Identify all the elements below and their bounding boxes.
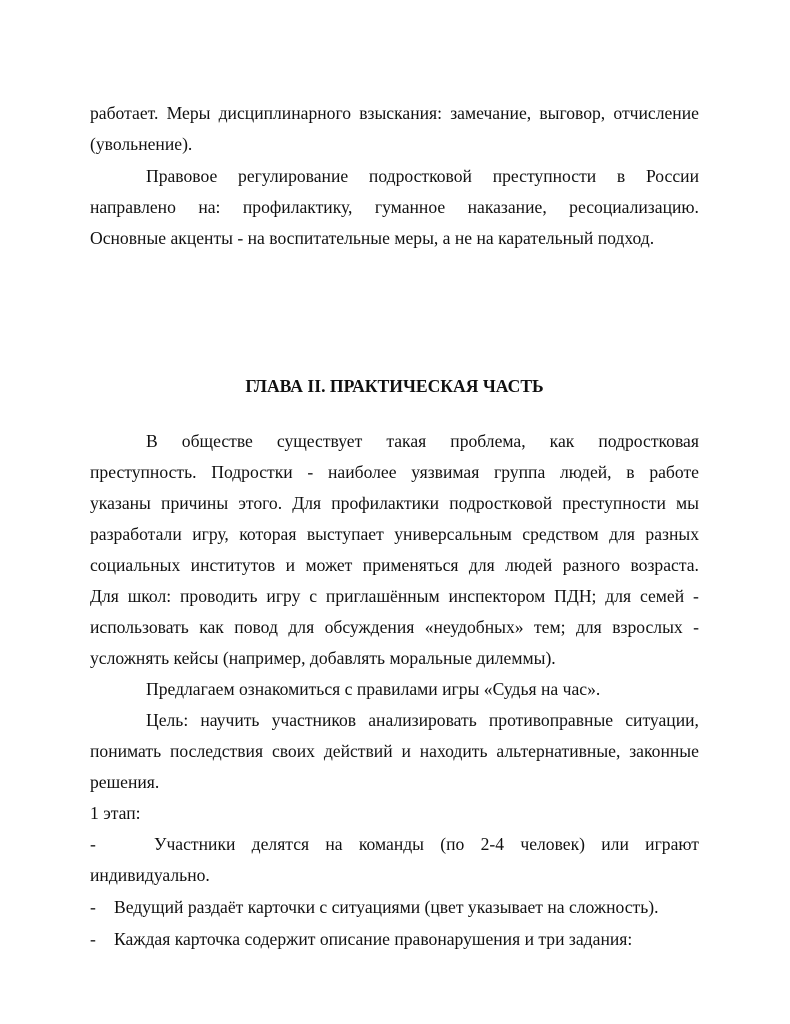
word: людей, — [559, 462, 612, 482]
word: ресоциализацию. — [569, 197, 699, 217]
word: разных — [645, 524, 699, 544]
list-item-line: индивидуально. — [90, 865, 210, 885]
word: взыскания: — [359, 103, 443, 123]
word: играют — [645, 834, 699, 854]
word: Цель: — [146, 710, 189, 730]
word: Для — [90, 586, 119, 606]
paragraph-line — [90, 97, 699, 129]
word: причины — [161, 493, 229, 513]
word: для — [575, 617, 602, 637]
paragraph-line: (увольнение). — [90, 134, 193, 154]
word: подростковой — [449, 493, 553, 513]
word: инспектором — [448, 586, 546, 606]
list-dash: - — [90, 929, 96, 949]
word: которая — [239, 524, 297, 544]
word: как — [199, 617, 224, 637]
word: своих — [271, 741, 315, 761]
word: в — [626, 462, 635, 482]
word: ПДН; — [554, 586, 597, 606]
word: обществе — [181, 431, 253, 451]
paragraph-line — [90, 735, 699, 767]
word: игру — [266, 586, 301, 606]
word: и — [285, 555, 296, 575]
word: законные — [629, 741, 699, 761]
word: проблема, — [450, 431, 526, 451]
word: профилактики — [331, 493, 440, 513]
paragraph-line — [146, 704, 699, 736]
word: команды — [358, 834, 425, 854]
word: применяться — [362, 555, 459, 575]
paragraph-line: усложнять кейсы (например, добавлять моральные дилеммы). — [90, 648, 556, 668]
word: человек) — [520, 834, 585, 854]
word: - — [693, 586, 699, 606]
word: В — [146, 431, 158, 451]
word: Участники — [154, 834, 236, 854]
word: работе — [649, 462, 699, 482]
word: делятся — [251, 834, 310, 854]
paragraph-line — [146, 425, 699, 457]
paragraph-line: Предлагаем ознакомиться с правилами игры «Судья на час». — [146, 679, 601, 699]
word: последствия — [169, 741, 264, 761]
word: разработали — [90, 524, 182, 544]
word: анализировать — [368, 710, 477, 730]
word: и — [401, 741, 411, 761]
paragraph-line — [90, 456, 699, 488]
word: действий — [323, 741, 393, 761]
paragraph-line — [90, 518, 699, 550]
word: дисциплинарного — [218, 103, 352, 123]
word: преступности — [492, 166, 597, 186]
word: гуманное — [374, 197, 446, 217]
word: подростковая — [598, 431, 699, 451]
word: в — [616, 166, 626, 186]
word: тем; — [533, 617, 566, 637]
word: альтернативные, — [496, 741, 621, 761]
word: подростковой — [368, 166, 472, 186]
list-item-line — [154, 828, 699, 860]
paragraph-line — [90, 611, 699, 643]
word: противоправные — [488, 710, 614, 730]
word: преступности — [562, 493, 666, 513]
word: на: — [198, 197, 221, 217]
word: 2-4 — [480, 834, 505, 854]
word: существует — [276, 431, 363, 451]
word: уязвимая — [411, 462, 480, 482]
word: институтов — [190, 555, 276, 575]
word: приглашённым — [325, 586, 440, 606]
word: Правовое — [146, 166, 218, 186]
word: обсуждения — [324, 617, 415, 637]
word: - — [307, 462, 314, 482]
word: универсальным — [394, 524, 512, 544]
word: находить — [419, 741, 488, 761]
word: выступает — [306, 524, 384, 544]
word: понимать — [90, 741, 162, 761]
list-item-line: Каждая карточка содержит описание правонарушения и три задания: — [114, 929, 633, 949]
word: России — [645, 166, 699, 186]
word: регулирование — [238, 166, 349, 186]
word: повод — [234, 617, 278, 637]
word: (по — [440, 834, 465, 854]
word: мы — [676, 493, 699, 513]
paragraph-line: Основные акценты - на воспитательные меры, а не на карательный подход. — [90, 228, 655, 248]
word: указаны — [90, 493, 151, 513]
word: для — [288, 617, 315, 637]
word: Для — [292, 493, 322, 513]
word: отчисление — [613, 103, 699, 123]
word: разного — [562, 555, 621, 575]
word: ситуации, — [625, 710, 699, 730]
word: Подростки — [211, 462, 293, 482]
word: выговор, — [539, 103, 606, 123]
word: этого. — [238, 493, 283, 513]
paragraph-line — [90, 487, 699, 519]
word: «неудобных» — [424, 617, 524, 637]
word: замечание, — [450, 103, 532, 123]
paragraph-line — [90, 580, 699, 612]
word: проводить — [180, 586, 258, 606]
word: участников — [271, 710, 357, 730]
word: с — [309, 586, 318, 606]
word: для — [605, 586, 632, 606]
word: людей — [505, 555, 553, 575]
word: для — [609, 524, 635, 544]
word: или — [601, 834, 629, 854]
word: средством — [522, 524, 599, 544]
word: такая — [386, 431, 427, 451]
word: взрослых — [612, 617, 683, 637]
word: как — [549, 431, 575, 451]
word: Меры — [166, 103, 211, 123]
word: - — [693, 617, 699, 637]
stage-label: 1 этап: — [90, 803, 141, 823]
word: преступность. — [90, 462, 197, 482]
word: возраста. — [630, 555, 699, 575]
word: на — [325, 834, 343, 854]
chapter-title: ГЛАВА II. ПРАКТИЧЕСКАЯ ЧАСТЬ — [245, 376, 544, 396]
paragraph-line — [146, 160, 699, 192]
word: группа — [494, 462, 546, 482]
word: может — [305, 555, 353, 575]
word: игру, — [192, 524, 229, 544]
paragraph-line — [90, 549, 699, 581]
list-item-line: Ведущий раздаёт карточки с ситуациями (цвет указывает на сложность). — [114, 897, 659, 917]
paragraph-line — [90, 191, 699, 223]
word: социальных — [90, 555, 181, 575]
word: наиболее — [327, 462, 397, 482]
word: наказание, — [467, 197, 547, 217]
list-dash: - — [90, 834, 96, 854]
word: семей — [639, 586, 685, 606]
word: школ: — [127, 586, 172, 606]
word: профилактику, — [242, 197, 353, 217]
word: работает. — [90, 103, 159, 123]
list-dash: - — [90, 897, 96, 917]
word: научить — [200, 710, 260, 730]
word: направлено — [90, 197, 176, 217]
word: использовать — [90, 617, 189, 637]
word: для — [468, 555, 495, 575]
paragraph-line: решения. — [90, 772, 160, 792]
